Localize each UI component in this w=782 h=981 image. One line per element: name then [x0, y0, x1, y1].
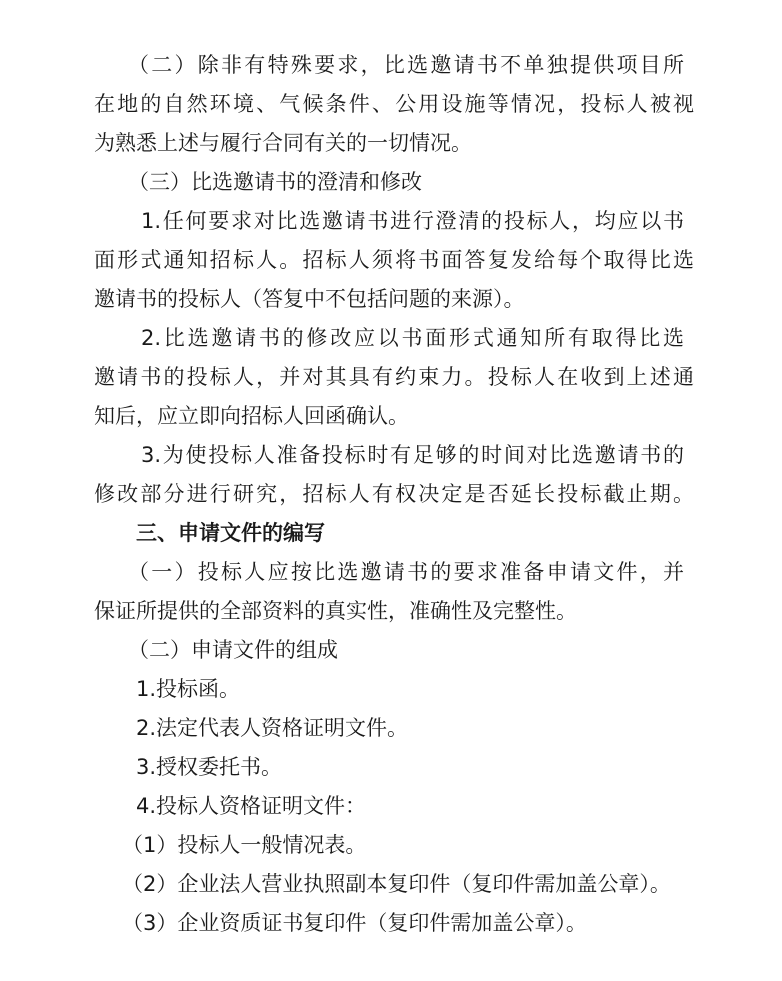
list-item: 2.法定代表人资格证明文件。: [136, 716, 409, 740]
list-item: 1.投标函。: [136, 677, 241, 701]
subsection-title: （三）比选邀请书的澄清和修改: [128, 170, 422, 194]
paragraph-line: 邀请书的投标人（答复中不包括问题的来源）。: [94, 287, 525, 311]
paragraph-line: 知后，应立即向招标人回函确认。: [94, 404, 409, 428]
list-item: 4.投标人资格证明文件：: [136, 794, 367, 818]
list-item: 3.授权委托书。: [136, 755, 283, 779]
paragraph-line: 为熟悉上述与履行合同有关的一切情况。: [94, 131, 472, 155]
paragraph-line: 在地的自然环境、气候条件、公用设施等情况，投标人被视: [94, 92, 694, 116]
paragraph-line: 3.为使投标人准备投标时有足够的时间对比选邀请书的: [141, 443, 684, 467]
paragraph-line: 邀请书的投标人，并对其具有约束力。投标人在收到上述通: [94, 365, 694, 389]
paragraph-line: 修改部分进行研究，招标人有权决定是否延长投标截止期。: [94, 482, 694, 506]
paragraph-line: 1.任何要求对比选邀请书进行澄清的投标人，均应以书: [141, 209, 684, 233]
paragraph-line: 保证所提供的全部资料的真实性，准确性及完整性。: [94, 599, 577, 623]
sub-list-item: （3）企业资质证书复印件（复印件需加盖公章）。: [122, 911, 587, 935]
sub-list-item: （1）投标人一般情况表。: [122, 833, 367, 857]
paragraph-line: 面形式通知招标人。招标人须将书面答复发给每个取得比选: [94, 248, 694, 272]
paragraph-line: （一）投标人应按比选邀请书的要求准备申请文件，并: [128, 560, 684, 584]
paragraph-line: 2.比选邀请书的修改应以书面形式通知所有取得比选: [141, 326, 684, 350]
paragraph-line: （二）除非有特殊要求，比选邀请书不单独提供项目所: [128, 53, 684, 77]
section-heading: 三、申请文件的编写: [136, 521, 325, 545]
sub-list-item: （2）企业法人营业执照副本复印件（复印件需加盖公章）。: [122, 872, 671, 896]
subsection-title: （二）申请文件的组成: [128, 638, 338, 662]
